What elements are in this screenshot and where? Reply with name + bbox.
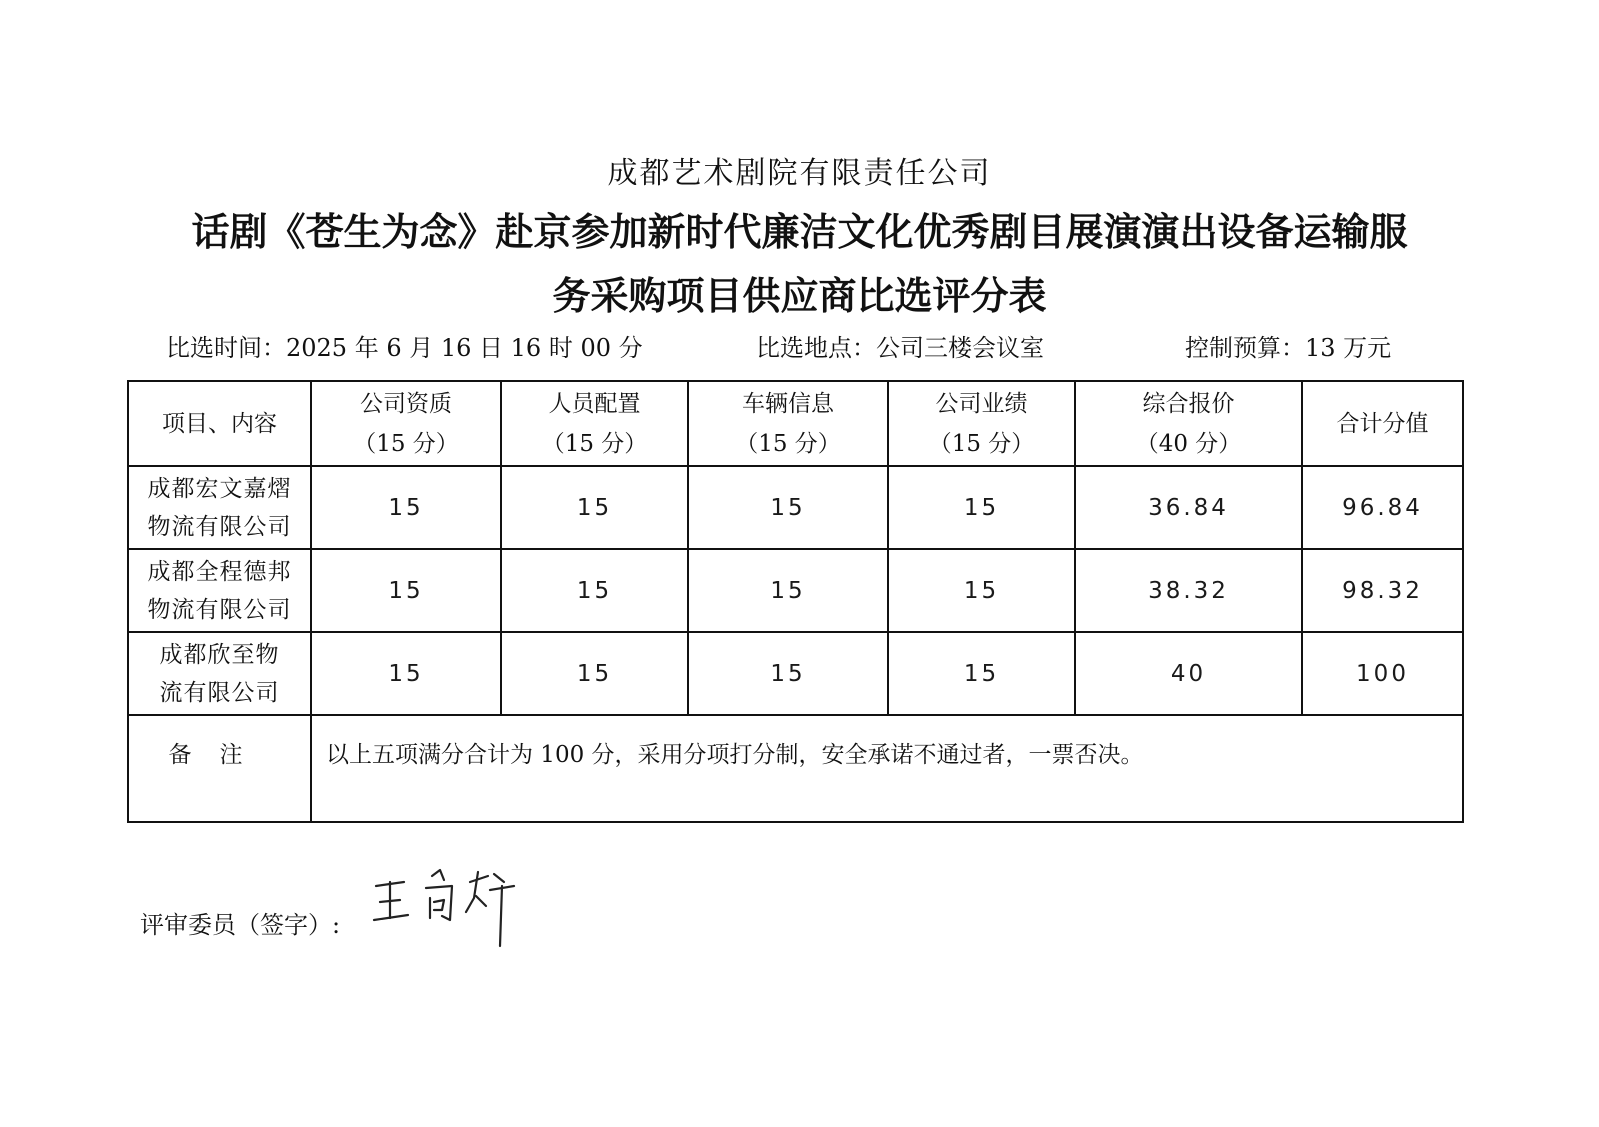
header-item: 项目、内容 [128, 381, 311, 466]
title-line-1: 话剧《苍生为念》赴京参加新时代廉洁文化优秀剧目展演演出设备运输服 [191, 210, 1408, 254]
score-cell: 15 [501, 632, 688, 715]
score-cell: 15 [688, 549, 888, 632]
note-row [128, 715, 1463, 822]
score-cell: 40 [1075, 632, 1302, 715]
total-cell: 96.84 [1302, 466, 1463, 549]
score-cell: 15 [688, 632, 888, 715]
organization-name: 成都艺术剧院有限责任公司 [607, 156, 992, 191]
total-cell: 100 [1302, 632, 1463, 715]
selection-time: 比选时间：2025 年 6 月 16 日 16 时 00 分 [166, 334, 643, 362]
score-cell: 15 [501, 466, 688, 549]
header-total: 合计分值 [1302, 381, 1463, 466]
note-text: 以上五项满分合计为 100 分，采用分项打分制，安全承诺不通过者，一票否决。 [311, 715, 1463, 822]
score-cell: 15 [501, 549, 688, 632]
score-cell: 15 [688, 466, 888, 549]
score-table [127, 380, 1464, 823]
score-cell: 15 [888, 549, 1075, 632]
table-row [128, 549, 1463, 632]
score-cell: 15 [888, 466, 1075, 549]
supplier-name: 成都全程德邦 物流有限公司 [128, 549, 311, 632]
score-cell: 38.32 [1075, 549, 1302, 632]
header-performance: 公司业绩 （15 分） [888, 381, 1075, 466]
document-title [100, 200, 1499, 328]
note-label: 备注 [128, 715, 311, 822]
score-cell: 15 [311, 632, 501, 715]
header-staffing: 人员配置 （15 分） [501, 381, 688, 466]
score-cell: 15 [311, 466, 501, 549]
title-line-2: 务采购项目供应商比选评分表 [552, 274, 1047, 318]
supplier-name: 成都宏文嘉熠 物流有限公司 [128, 466, 311, 549]
score-cell: 36.84 [1075, 466, 1302, 549]
supplier-name: 成都欣至物 流有限公司 [128, 632, 311, 715]
signature-label: 评审委员（签字）: [140, 911, 341, 939]
table-header-row [128, 381, 1463, 466]
score-cell: 15 [311, 549, 501, 632]
table-row [128, 632, 1463, 715]
header-qualification: 公司资质 （15 分） [311, 381, 501, 466]
table-row [128, 466, 1463, 549]
total-cell: 98.32 [1302, 549, 1463, 632]
control-budget: 控制预算：13 万元 [1185, 334, 1392, 362]
score-cell: 15 [888, 632, 1075, 715]
header-quotation: 综合报价 （40 分） [1075, 381, 1302, 466]
handwritten-signature [370, 860, 520, 950]
header-vehicles: 车辆信息 （15 分） [688, 381, 888, 466]
selection-place: 比选地点：公司三楼会议室 [756, 334, 1044, 362]
